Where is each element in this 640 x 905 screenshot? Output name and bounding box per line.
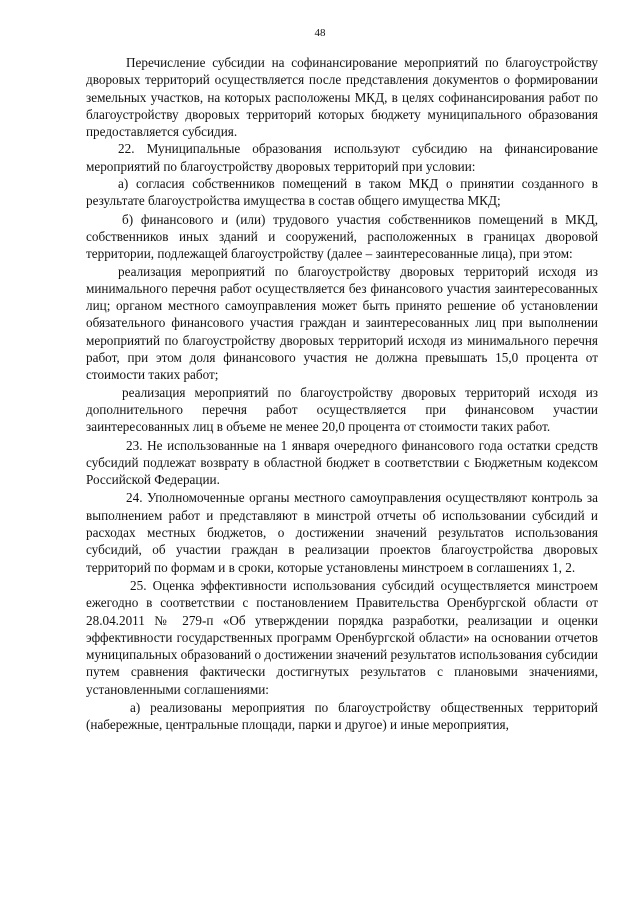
paragraph-clause-24: 24. Уполномоченные органы местного самоуправления осуществляют контроль за выполнением работ и представляют в минстрой отчеты об использовании субсидий и расходах местных бюджетов, о достижении значений результатов использования субсидий, об участии граждан в реализации проектов благоустройства дворовых территорий по формам и в сроки, которые установлены минстроем в соглашениях 1, 2. xyxy=(86,490,598,575)
paragraph-clause-25: 25. Оценка эффективности использования субсидий осуществляется минстроем ежегодно в соответствии с постановлением Правительства Оренбургской области от 28.04.2011 № 279-п «Об утверждении порядка разработки, реализации и оценки эффективности государственных программ Оренбургской области» на основании отчетов муниципальных образований о достижении значений результатов использования субсидии путем сравнения фактически достигнутых результатов с плановыми значениями, установленными соглашениями: xyxy=(86,577,598,697)
paragraph-clause-22: 22. Муниципальные образования используют субсидию на финансирование мероприятий по благоустройству дворовых территорий при условии: xyxy=(86,141,598,174)
paragraph-subsidy-transfer: Перечисление субсидии на софинансирование мероприятий по благоустройству дворовых территорий осуществляется после представления документов о формировании земельных участков, на которых расположены МКД, в целях софинансирования работ по благоустройству дворовых территорий которых бюджету муниципального образования предоставляется субсидия. xyxy=(86,55,598,140)
page-number: 48 xyxy=(314,27,326,39)
paragraph-additional-list: реализация мероприятий по благоустройству дворовых территорий исходя из дополнительного перечня работ осуществляется при финансовом участии заинтересованных лиц в объеме не менее 20,0 процента от стоимости таких работ. xyxy=(86,384,598,435)
document-body xyxy=(86,54,598,734)
paragraph-clause-23: 23. Не использованные на 1 января очередного финансового года остатки средств субсидий подлежат возврату в областной бюджет в соответствии с Бюджетным кодексом Российской Федерации. xyxy=(86,437,598,488)
paragraph-condition-b: б) финансового и (или) трудового участия собственников помещений в МКД, собственников иных зданий и сооружений, расположенных в границах дворовой территории, подлежащей благоустройству (далее – заинтересованные лица), при этом: xyxy=(86,211,598,262)
paragraph-item-a: а) реализованы мероприятия по благоустройству общественных территорий (набережные, центральные площади, парки и другое) и иные мероприятия, xyxy=(86,699,598,733)
paragraph-minimal-list: реализация мероприятий по благоустройству дворовых территорий исходя из минимального перечня работ осуществляется без финансового участия заинтересованных лиц; органом местного самоуправления может быть принято решение об установлении обязательного финансового участия граждан и заинтересованных лиц при выполнении мероприятий по благоустройству дворовых территорий исходя из минимального перечня работ, при этом доля финансового участия не должна превышать 15,0 процента от стоимости таких работ; xyxy=(86,263,598,383)
paragraph-condition-a: а) согласия собственников помещений в таком МКД о принятии созданного в результате благоустройства имущества в состав общего имущества МКД; xyxy=(86,176,598,209)
